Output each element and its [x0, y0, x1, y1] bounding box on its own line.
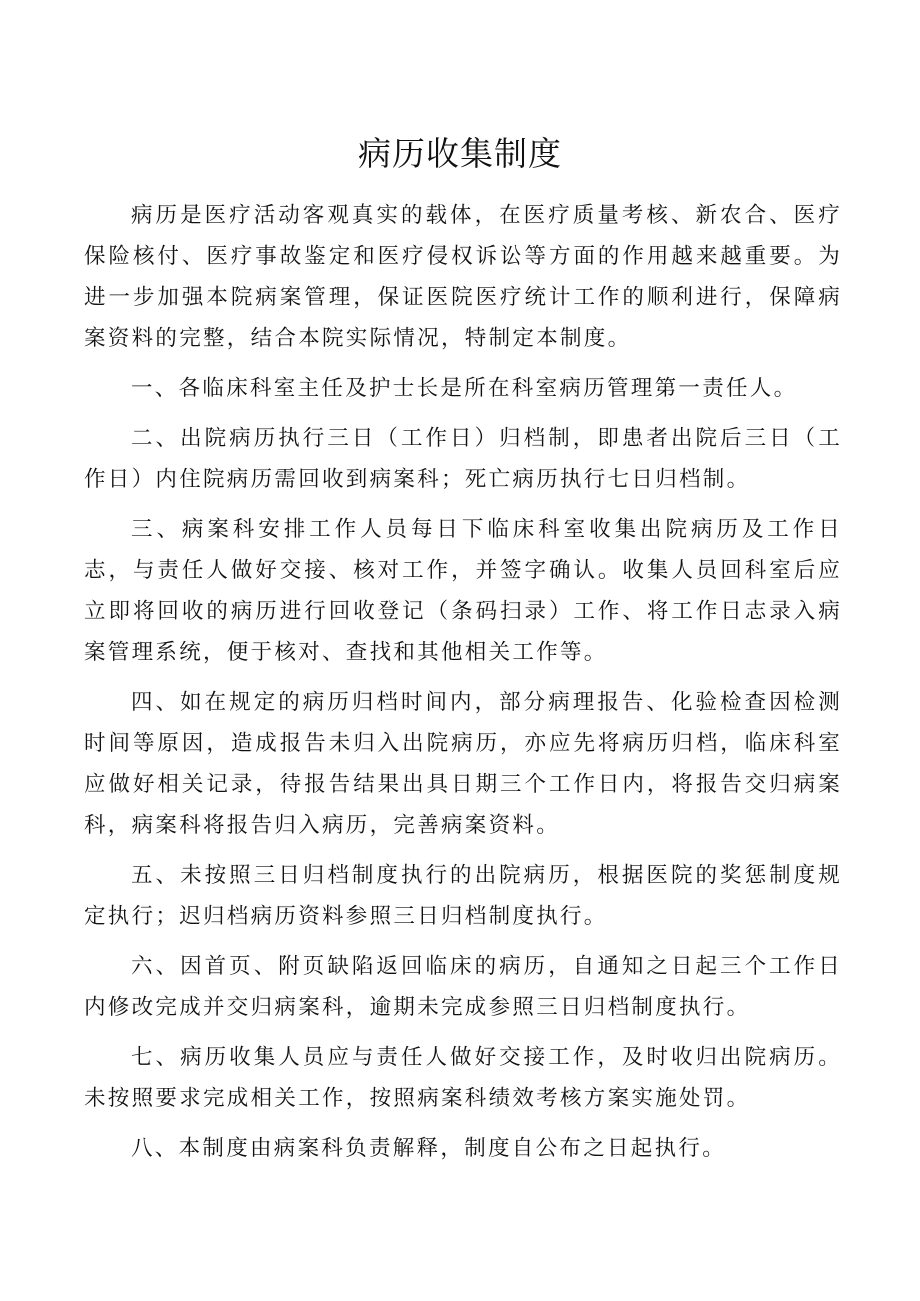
paragraph-rule-7: 七、病历收集人员应与责任人做好交接工作，及时收归出院病历。未按照要求完成相关工作，按照病案科绩效考核方案实施处罚。 — [84, 1045, 842, 1111]
paragraph-rule-2: 二、出院病历执行三日（工作日）归档制，即患者出院后三日（工作日）内住院病历需回收到病案科；死亡病历执行七日归档制。 — [84, 426, 842, 492]
paragraph-rule-3: 三、病案科安排工作人员每日下临床科室收集出院病历及工作日志，与责任人做好交接、核对工作，并签字确认。收集人员回科室后应立即将回收的病历进行回收登记（条码扫录）工作、将工作日志录入病案管理系统，便于核对、查找和其他相关工作等。 — [84, 517, 842, 665]
paragraph-rule-5: 五、未按照三日归档制度执行的出院病历，根据医院的奖惩制度规定执行；迟归档病历资料参照三日归档制度执行。 — [84, 863, 842, 929]
paragraph-intro: 病历是医疗活动客观真实的载体，在医疗质量考核、新农合、医疗保险核付、医疗事故鉴定和医疗侵权诉讼等方面的作用越来越重要。为进一步加强本院病案管理，保证医院医疗统计工作的顺利进行，保障病案资料的完整，结合本院实际情况，特制定本制度。 — [84, 203, 842, 351]
document-title: 病历收集制度 — [358, 134, 562, 173]
document-body — [84, 195, 842, 1178]
paragraph-rule-8: 八、本制度由病案科负责解释，制度自公布之日起执行。 — [131, 1136, 727, 1161]
paragraph-rule-6: 六、因首页、附页缺陷返回临床的病历，自通知之日起三个工作日内修改完成并交归病案科，逾期未完成参照三日归档制度执行。 — [84, 954, 842, 1020]
paragraph-rule-1: 一、各临床科室主任及护士长是所在科室病历管理第一责任人。 — [131, 376, 798, 401]
paragraph-rule-4: 四、如在规定的病历归档时间内，部分病理报告、化验检查因检测时间等原因，造成报告未归入出院病历，亦应先将病历归档，临床科室应做好相关记录，待报告结果出具日期三个工作日内，将报告交归病案科，病案科将报告归入病历，完善病案资料。 — [84, 690, 842, 838]
